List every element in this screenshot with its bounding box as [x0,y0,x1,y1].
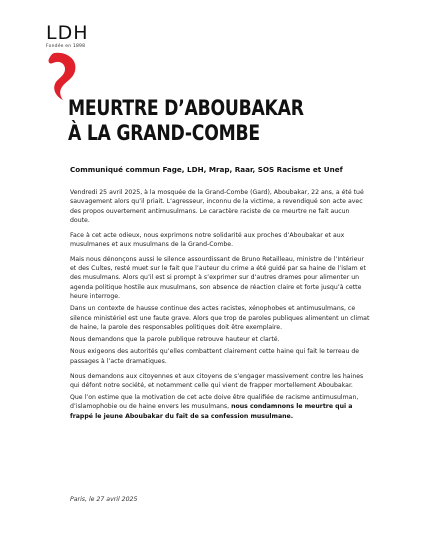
logo-subtitle: Fondée en 1898 [46,44,86,49]
paragraph: Dans un contexte de hausse continue des actes racistes, xénophobes et antimusulmans, ce silence ministériel est une faute grave. Alors que trop de paroles publiques alimentent un climat de haine, la parole des responsables politiques doit être exemplaire. [70,305,370,331]
paragraph-regular-text: Que l’on estime que la motivation de cet acte doive être qualifiée de racisme antimusulman, d’islamophobie ou de haine envers les musulmans, [70,394,359,411]
signature-date: Paris, le 27 avril 2025 [70,496,138,503]
press-release-body [70,188,370,427]
paragraph [70,393,370,421]
flame-icon [44,51,82,101]
page-title [68,96,330,146]
paragraph-bold-text: nous condamnons le meurtre qui a frappé le jeune Aboubakar du fait de sa confession musulmane. [70,403,353,420]
ldh-logo [46,24,89,49]
logo-text: LDH [46,22,89,44]
paragraph: Vendredi 25 avril 2025, à la mosquée de la Grand-Combe (Gard), Aboubakar, 22 ans, a été tué sauvagement alors qu’il priait. L’agresseur, inconnu de la victime, a revendiqué son acte avec des propos ouvertement antimusulmans. Le caractère raciste de ce meurtre ne fait aucun doute. [70,189,364,224]
title-line-1: MEURTRE D’ABOUBAKAR [68,96,304,120]
paragraph: Nous demandons que la parole publique retrouve hauteur et clarté. [70,336,280,344]
title-line-2: À LA GRAND-COMBE [68,121,260,145]
paragraph: Nous exigeons des autorités qu’elles combattent clairement cette haine qui fait le terreau de passages à l’acte dramatiques. [70,348,360,365]
paragraph: Nous demandons aux citoyennes et aux citoyens de s’engager massivement contre les haines qui défont notre société, et notamment celle qui vient de frapper mortellement Aboubakar. [70,372,364,389]
paragraph: Mais nous dénonçons aussi le silence assourdissant de Bruno Retailleau, ministre de l’Intérieur et des Cultes, resté muet sur le fait que l’auteur du crime a été guidé par sa haine de l’islam et des musulmans. Alors qu’il est si prompt à s’exprimer sur d’autres drames pour alimenter un agenda politique hostile aux musulmans, son absence de réaction claire et forte jusqu’à cette heure interroge. [70,255,366,300]
paragraph: Face à cet acte odieux, nous exprimons notre solidarité aux proches d’Aboubakar et aux musulmanes et aux musulmans de la Grand-Combe. [70,231,345,248]
press-release-subtitle: Communiqué commun Fage, LDH, Mrap, Raar, SOS Racisme et Unef [70,165,343,174]
